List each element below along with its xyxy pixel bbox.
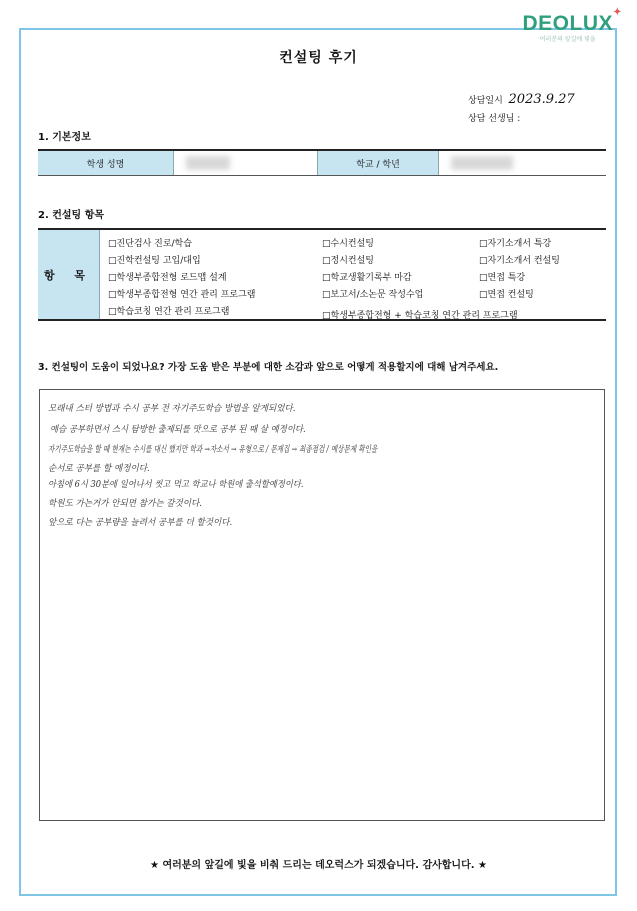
items-header-label: 항 목: [38, 230, 100, 319]
section-basic-info-heading: 1. 기본정보: [38, 132, 91, 143]
option-interview-lecture[interactable]: □면접 특강: [479, 273, 526, 283]
school-grade-label: 학교 / 학년: [318, 151, 439, 175]
option-essay-lecture[interactable]: □자기소개서 특강: [479, 239, 552, 249]
school-grade-field: [439, 151, 606, 175]
items-options: [100, 230, 606, 319]
redacted-school-grade: [451, 156, 513, 170]
basic-info-table: [38, 149, 606, 176]
option-early-admission[interactable]: □수시컨설팅: [322, 239, 374, 249]
student-name-label: 학생 성명: [38, 151, 174, 175]
student-name-field: [174, 151, 318, 175]
option-combined-program[interactable]: □학생부종합전형 + 학습코칭 연간 관리 프로그램: [322, 311, 518, 321]
handwritten-line: 앞으로 다는 공부량을 늘려서 공부를 더 할것이다.: [48, 518, 233, 528]
consulting-items-table: [38, 228, 606, 321]
option-study-coaching[interactable]: □학습코칭 연간 관리 프로그램: [108, 307, 230, 317]
option-regular-admission[interactable]: □정시컨설팅: [322, 256, 374, 266]
logo-tagline: 여러분의 앞길에 빛을: [539, 36, 596, 43]
sparkle-icon: ✦: [613, 7, 622, 18]
consult-date: 상담일시 2023.9.27: [468, 92, 575, 107]
option-record-closing[interactable]: □학교생활기록부 마감: [322, 273, 412, 283]
page-title: 컨설팅 후기: [279, 50, 358, 66]
redacted-student-name: [186, 156, 230, 170]
consult-teacher: 상담 선생님 :: [468, 114, 521, 124]
section-consulting-items-heading: 2. 컨설팅 항목: [38, 210, 105, 221]
handwritten-line: 모래내 스터 방법과 수시 공부 전 자기주도학습 방법을 알게되었다.: [48, 404, 296, 414]
option-annual-management[interactable]: □학생부종합전형 연간 관리 프로그램: [108, 290, 256, 300]
option-diagnosis[interactable]: □진단검사 진로/학습: [108, 239, 192, 249]
option-interview-consulting[interactable]: □면접 컨설팅: [479, 290, 534, 300]
feedback-question: 3. 컨설팅이 도움이 되었나요? 가장 도움 받은 부분에 대한 소감과 앞으로 어떻게 적용할지에 대해 남겨주세요.: [38, 362, 499, 373]
feedback-answer-box[interactable]: [39, 389, 605, 821]
consult-date-value: 2023.9.27: [508, 92, 575, 107]
option-essay-consulting[interactable]: □자기소개서 컨설팅: [479, 256, 560, 266]
footer-message: ★ 여러분의 앞길에 빛을 비춰 드리는 데오럭스가 되겠습니다. 감사합니다. ★: [150, 860, 487, 871]
handwritten-line: 예습 공부하면서 스시 탐방한 출제되를 맛으로 공부 된 때 살 예정이다.: [50, 425, 306, 435]
option-admission-consulting[interactable]: □진학컨설팅 고입/대입: [108, 256, 201, 266]
handwritten-line: 순서로 공부를 할 예정이다.: [48, 464, 150, 474]
logo-wordmark: DEOLUX ✦: [522, 7, 622, 35]
logo: [522, 7, 622, 43]
handwritten-line: 자기주도학습을 할 때 현재는 수시를 대신 했지만 학과 →자소서 → 유형으로 / 문제집 → 최종점검 / 예상문제 확인을: [48, 445, 378, 455]
option-roadmap[interactable]: □학생부종합전형 로드맵 설계: [108, 273, 227, 283]
option-report-class[interactable]: □보고서/소논문 작성수업: [322, 290, 424, 300]
handwritten-line: 아침에 6시 30분에 일어나서 씻고 먹고 학교나 학원에 출석할예정이다.: [48, 480, 304, 490]
handwritten-line: 학원도 가는거가 안되면 참가는 갈것이다.: [48, 499, 203, 509]
